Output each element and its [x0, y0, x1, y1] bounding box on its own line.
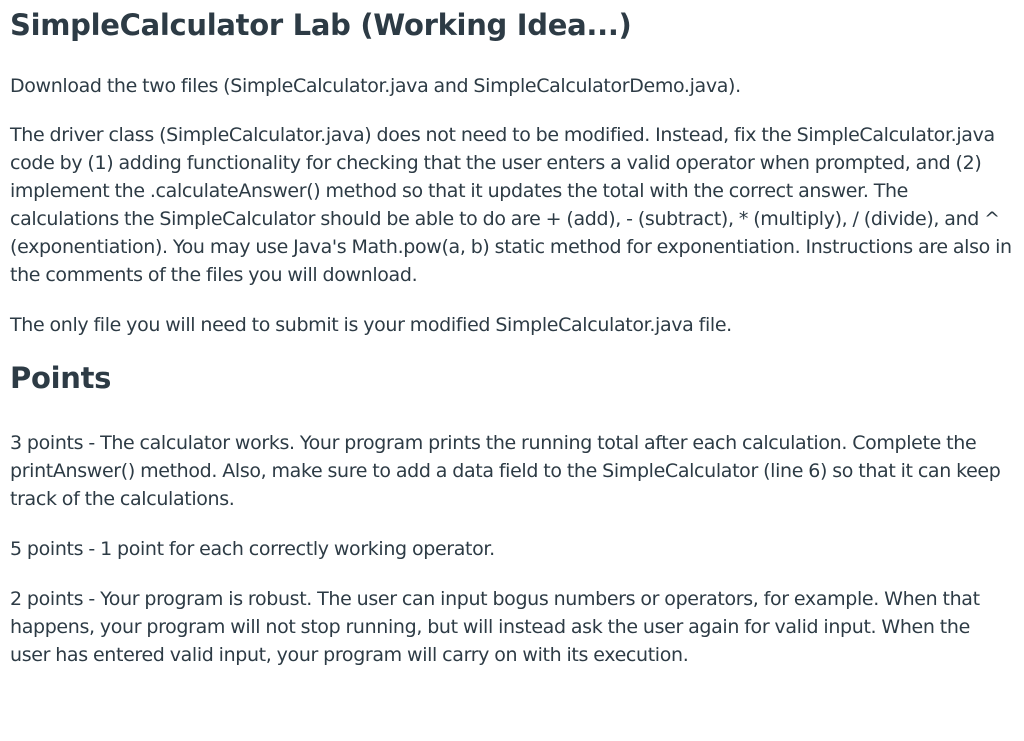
points-heading: Points	[10, 361, 112, 395]
points-criterion-robustness: 2 points - Your program is robust. The user can input bogus numbers or operators, for example. When that happens, your program will not stop running, but will instead ask the user again for valid input. When the user has entered valid input, your program will carry on with its execution.	[10, 588, 980, 666]
page-title: SimpleCalculator Lab (Working Idea...)	[10, 8, 632, 42]
task-description-paragraph: The driver class (SimpleCalculator.java) does not need to be modified. Instead, fix the SimpleCalculator.java code by (1) adding functionality for checking that the user enters a valid operator when prompted, and (2) implement the .calculateAnswer() method so that it updates the total with the correct answer. The calculations the SimpleCalculator should be able to do are + (add), - (subtract), * (multiply), / (divide), and ^ (exponentiation). You may use Java's Math.pow(a, b) static method for exponentiation. Instructions are also in the comments of the files you will download.	[10, 124, 1012, 286]
submission-instructions-paragraph: The only file you will need to submit is your modified SimpleCalculator.java file.	[10, 314, 732, 336]
points-criterion-operators: 5 points - 1 point for each correctly working operator.	[10, 538, 495, 560]
points-criterion-calculator-works: 3 points - The calculator works. Your program prints the running total after each calculation. Complete the printAnswer() method. Also, make sure to add a data field to the SimpleCalculator (line 6) so that it can keep track of the calculations.	[10, 432, 1001, 510]
download-instructions-paragraph: Download the two files (SimpleCalculator.java and SimpleCalculatorDemo.java).	[10, 75, 741, 97]
